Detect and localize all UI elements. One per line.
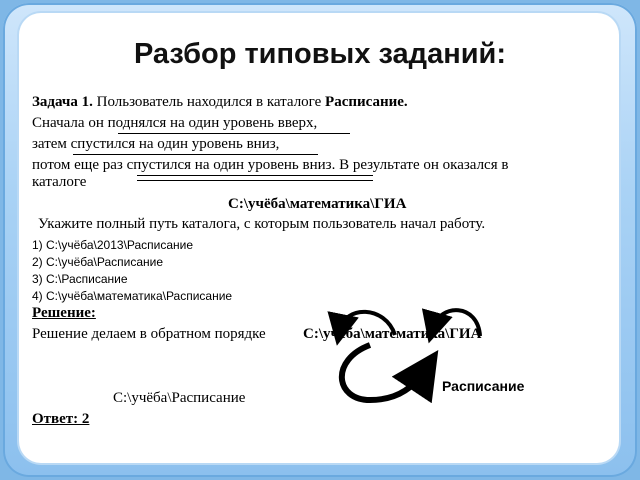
found-path: С:\учёба\Расписание [113, 390, 246, 406]
solution-path: С:\учёба\математика\ГИА [303, 326, 482, 342]
option-3: 3) С:\Расписание [32, 272, 128, 286]
task-line-2: Сначала он поднялся на один уровень вверх, [32, 115, 318, 131]
question: Укажите полный путь каталога, с которым пользователь начал работу. [38, 216, 486, 232]
task-line-5: каталоге [32, 174, 87, 190]
task-catalog: Расписание. [325, 94, 408, 110]
arc-arrow-2 [433, 310, 480, 336]
option-2: 2) С:\учёба\Расписание [32, 255, 164, 269]
solution-heading: Решение: [32, 305, 96, 321]
task-intro: Пользователь находился в каталоге [96, 94, 322, 110]
option-4: 4) С:\учёба\математика\Расписание [32, 289, 233, 303]
branch-label: Расписание [442, 378, 525, 394]
task-label: Задача 1. [32, 94, 93, 110]
result-path: С:\учёба\математика\ГИА [228, 196, 407, 212]
solution-text: Решение делаем в обратном порядке [32, 326, 266, 342]
option-1: 1) С:\учёба\2013\Расписание [32, 238, 194, 252]
task-line-3: затем спустился на один уровень вниз, [32, 136, 280, 152]
page-title: Разбор типовых заданий: [133, 38, 507, 70]
task-line-4: потом еще раз спустился на один уровень вниз. В результате он оказался в [32, 157, 509, 173]
arc-arrow-1 [340, 312, 395, 335]
answer: Ответ: 2 [32, 411, 90, 427]
arc-arrow-3 [342, 345, 425, 400]
